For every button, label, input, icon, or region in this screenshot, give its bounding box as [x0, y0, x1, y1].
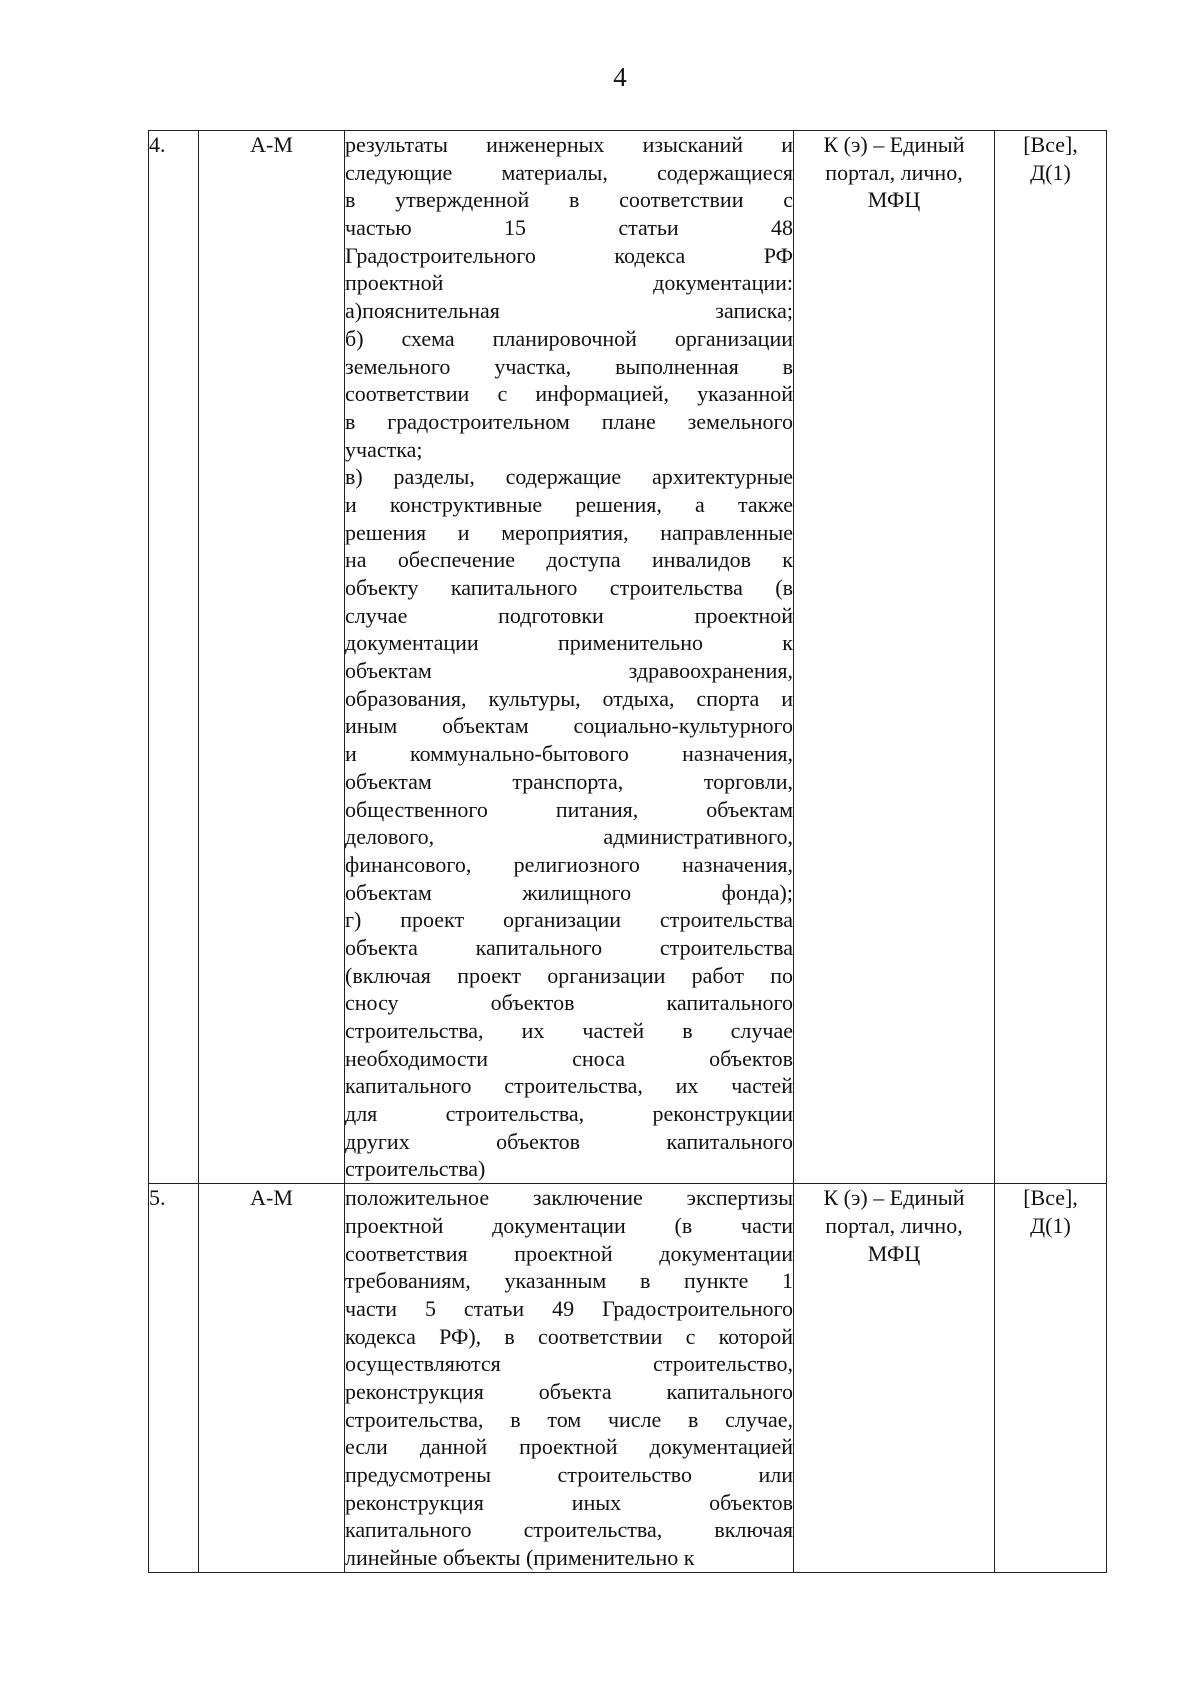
cell-line: МФЦ — [867, 187, 921, 213]
cell-line: К (э) – Единый — [823, 132, 965, 157]
row-code: А-М — [199, 1184, 345, 1573]
description-line: объектам жилищного фонда); — [345, 879, 793, 905]
cell-line: МФЦ — [867, 1240, 921, 1266]
description-line: капитального строительства, включая — [345, 1517, 793, 1543]
row-number: 4. — [149, 131, 199, 1184]
description-line: кодекса РФ), в соответствии с которой — [345, 1323, 793, 1349]
description-line: и коммунально-бытового назначения, — [345, 741, 793, 767]
description-line: (включая проект организации работ по — [345, 962, 793, 988]
description-line: результаты инженерных изысканий и — [345, 132, 793, 157]
description-line: положительное заключение экспертизы — [345, 1185, 793, 1211]
description-line: решения и мероприятия, направленные — [345, 519, 793, 545]
description-line: делового, административного, — [345, 824, 793, 850]
table-row — [149, 131, 1107, 1184]
description-line: строительства, в том числе в случае, — [345, 1406, 793, 1432]
submission-method — [794, 1184, 995, 1573]
documents-table — [148, 130, 1107, 1573]
document-description — [345, 1184, 794, 1573]
submission-method — [794, 131, 995, 1184]
description-line: следующие материалы, содержащиеся — [345, 159, 793, 185]
description-line: для строительства, реконструкции — [345, 1101, 793, 1127]
description-line: строительства) — [345, 1156, 486, 1182]
description-line: частью 15 статьи 48 — [345, 215, 793, 241]
description-line: необходимости сноса объектов — [345, 1045, 793, 1071]
cell-line: портал, лично, — [825, 159, 963, 185]
description-line: общественного питания, объектам — [345, 796, 793, 822]
cell-line: Д(1) — [1030, 1212, 1071, 1238]
description-line: других объектов капитального — [345, 1128, 793, 1154]
description-line: г) проект организации строительства — [345, 907, 793, 933]
description-line: требованиям, указанным в пункте 1 — [345, 1268, 793, 1294]
description-line: соответствии с информацией, указанной — [345, 381, 793, 407]
description-line: б) схема планировочной организации — [345, 325, 793, 351]
description-line: если данной проектной документацией — [345, 1434, 793, 1460]
description-line: предусмотрены строительство или — [345, 1462, 793, 1487]
description-line: части 5 статьи 49 Градостроительного — [345, 1295, 793, 1321]
description-line: объектам транспорта, торговли, — [345, 768, 793, 794]
row-number: 5. — [149, 1184, 199, 1573]
row-code: А-М — [199, 131, 345, 1184]
description-line: в) разделы, содержащие архитектурные — [345, 464, 793, 490]
document-description — [345, 131, 794, 1184]
description-line: сносу объектов капитального — [345, 990, 793, 1016]
description-line: объекту капитального строительства (в — [345, 575, 793, 600]
description-line: Градостроительного кодекса РФ — [345, 242, 793, 268]
description-line: строительства, их частей в случае — [345, 1018, 793, 1043]
description-line: иным объектам социально-культурного — [345, 713, 793, 739]
description-line: на обеспечение доступа инвалидов к — [345, 547, 793, 573]
description-line: соответствия проектной документации — [345, 1240, 793, 1266]
description-line: образования, культуры, отдыха, спорта и — [345, 685, 793, 711]
cell-line: портал, лично, — [825, 1212, 963, 1238]
description-line: реконструкция иных объектов — [345, 1489, 793, 1515]
description-line: документации применительно к — [345, 630, 793, 656]
cell-line: [Все], — [1023, 132, 1078, 157]
cell-line: К (э) – Единый — [823, 1185, 965, 1211]
cell-line: [Все], — [1023, 1185, 1078, 1211]
description-line: проектной документации: — [345, 270, 793, 296]
description-line: участка; — [345, 436, 423, 462]
description-line: объекта капитального строительства — [345, 934, 793, 960]
description-line: линейные объекты (применительно к — [345, 1545, 695, 1571]
applicant-category — [995, 131, 1107, 1184]
description-line: капитального строительства, их частей — [345, 1073, 793, 1099]
page-number: 4 — [613, 62, 627, 92]
applicant-category — [995, 1184, 1107, 1573]
table-row — [149, 1184, 1107, 1573]
description-line: проектной документации (в части — [345, 1212, 793, 1238]
description-line: финансового, религиозного назначения, — [345, 851, 793, 877]
description-line: в утвержденной в соответствии с — [345, 187, 793, 213]
cell-line: Д(1) — [1030, 159, 1071, 185]
description-line: в градостроительном плане земельного — [345, 408, 793, 434]
description-line: земельного участка, выполненная в — [345, 353, 793, 379]
description-line: случае подготовки проектной — [345, 602, 793, 628]
description-line: и конструктивные решения, а также — [345, 491, 793, 517]
description-line: осуществляются строительство, — [345, 1351, 793, 1377]
description-line: реконструкция объекта капитального — [345, 1378, 793, 1404]
description-line: объектам здравоохранения, — [345, 658, 793, 684]
description-line: а)пояснительная записка; — [345, 298, 793, 324]
